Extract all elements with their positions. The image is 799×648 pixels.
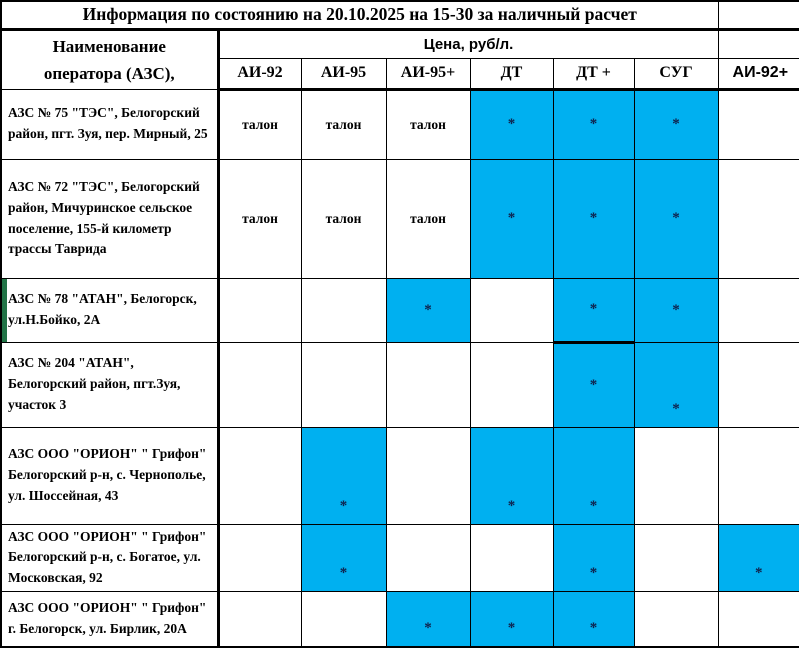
col-header-sug: СУГ [634, 58, 718, 89]
col-header-ai92plus: АИ-92+ [718, 58, 799, 89]
price-cell-ai95plus [386, 427, 470, 524]
table-row [1, 342, 799, 427]
price-cell-ai92plus [718, 159, 799, 278]
price-cell-ai95 [301, 278, 386, 342]
table-row [1, 159, 799, 278]
col-header-ai92: АИ-92 [218, 58, 301, 89]
price-cell-dt: * [470, 592, 553, 647]
price-cell-sug: * [634, 278, 718, 342]
table-row [1, 427, 799, 524]
price-cell-ai95 [301, 342, 386, 427]
price-cell-sug [634, 427, 718, 524]
price-cell-ai92plus [718, 89, 799, 159]
price-cell-ai92: талон [218, 159, 301, 278]
price-cell-ai95: талон [301, 159, 386, 278]
price-cell-dt [470, 278, 553, 342]
price-cell-sug [634, 524, 718, 592]
station-name-cell: АЗС ООО "ОРИОН" " Грифон" Белогорский р-н, с. Богатое, ул. Московская, 92 [1, 524, 218, 592]
price-cell-sug: * [634, 89, 718, 159]
price-cell-dtplus: * [553, 159, 634, 278]
table-row [1, 524, 799, 592]
station-name-cell: АЗС № 78 "АТАН", Белогорск, ул.Н.Бойко, 2А [1, 278, 218, 342]
price-cell-ai95plus [386, 342, 470, 427]
operator-column-header [1, 29, 218, 89]
extra-column-spacer [718, 29, 799, 58]
price-cell-ai92 [218, 427, 301, 524]
price-cell-dtplus: * [553, 278, 634, 342]
price-cell-dt: * [470, 427, 553, 524]
operator-header-line2: оператора (АЗС), [43, 63, 175, 83]
col-header-dtplus: ДТ + [553, 58, 634, 89]
price-cell-ai92plus [718, 342, 799, 427]
title-row-empty-cell [718, 1, 799, 29]
price-cell-ai95: * [301, 524, 386, 592]
col-header-ai95plus: АИ-95+ [386, 58, 470, 89]
price-cell-ai95plus: * [386, 592, 470, 647]
header-group-row [1, 29, 799, 58]
price-cell-ai92plus [718, 427, 799, 524]
price-cell-ai95: талон [301, 89, 386, 159]
price-cell-ai95plus: талон [386, 159, 470, 278]
operator-header-line1: Наименование [52, 36, 166, 56]
price-cell-dtplus: * [553, 524, 634, 592]
price-cell-ai95: * [301, 427, 386, 524]
price-group-header: Цена, руб/л. [218, 29, 718, 58]
price-cell-dtplus: * [553, 592, 634, 647]
col-header-ai95: АИ-95 [301, 58, 386, 89]
table-row [1, 278, 799, 342]
table-row [1, 592, 799, 647]
price-cell-dt [470, 342, 553, 427]
price-cell-sug: * [634, 159, 718, 278]
title-row [1, 1, 799, 29]
price-cell-ai92plus [718, 592, 799, 647]
price-cell-ai92 [218, 278, 301, 342]
price-cell-sug [634, 592, 718, 647]
price-cell-ai95plus: * [386, 278, 470, 342]
price-cell-dtplus: * [553, 427, 634, 524]
price-cell-dt [470, 524, 553, 592]
price-cell-ai95 [301, 592, 386, 647]
price-cell-ai95plus: талон [386, 89, 470, 159]
price-cell-dtplus: * [553, 342, 634, 427]
price-cell-ai92 [218, 592, 301, 647]
price-cell-ai92: талон [218, 89, 301, 159]
table-row [1, 89, 799, 159]
price-cell-dtplus: * [553, 89, 634, 159]
price-cell-sug: * [634, 342, 718, 427]
station-name-cell: АЗС № 72 "ТЭС", Белогорский район, Мичуринское сельское поселение, 155-й километр трассы Таврида [1, 159, 218, 278]
station-name-cell: АЗС № 75 "ТЭС", Белогорский район, пгт. Зуя, пер. Мирный, 25 [1, 89, 218, 159]
page-title: Информация по состоянию на 20.10.2025 на 15-30 за наличный расчет [1, 1, 718, 29]
price-cell-dt: * [470, 159, 553, 278]
price-cell-ai92 [218, 524, 301, 592]
price-cell-dt: * [470, 89, 553, 159]
price-cell-ai92plus: * [718, 524, 799, 592]
price-cell-ai92 [218, 342, 301, 427]
price-cell-ai92plus [718, 278, 799, 342]
price-cell-ai95plus [386, 524, 470, 592]
station-name-cell: АЗС ООО "ОРИОН" " Грифон" г. Белогорск, ул. Бирлик, 20А [1, 592, 218, 647]
station-name-cell: АЗС ООО "ОРИОН" " Грифон" Белогорский р-н, с. Чернополье, ул. Шоссейная, 43 [1, 427, 218, 524]
station-name-cell: АЗС № 204 "АТАН", Белогорский район, пгт.Зуя, участок 3 [1, 342, 218, 427]
col-header-dt: ДТ [470, 58, 553, 89]
